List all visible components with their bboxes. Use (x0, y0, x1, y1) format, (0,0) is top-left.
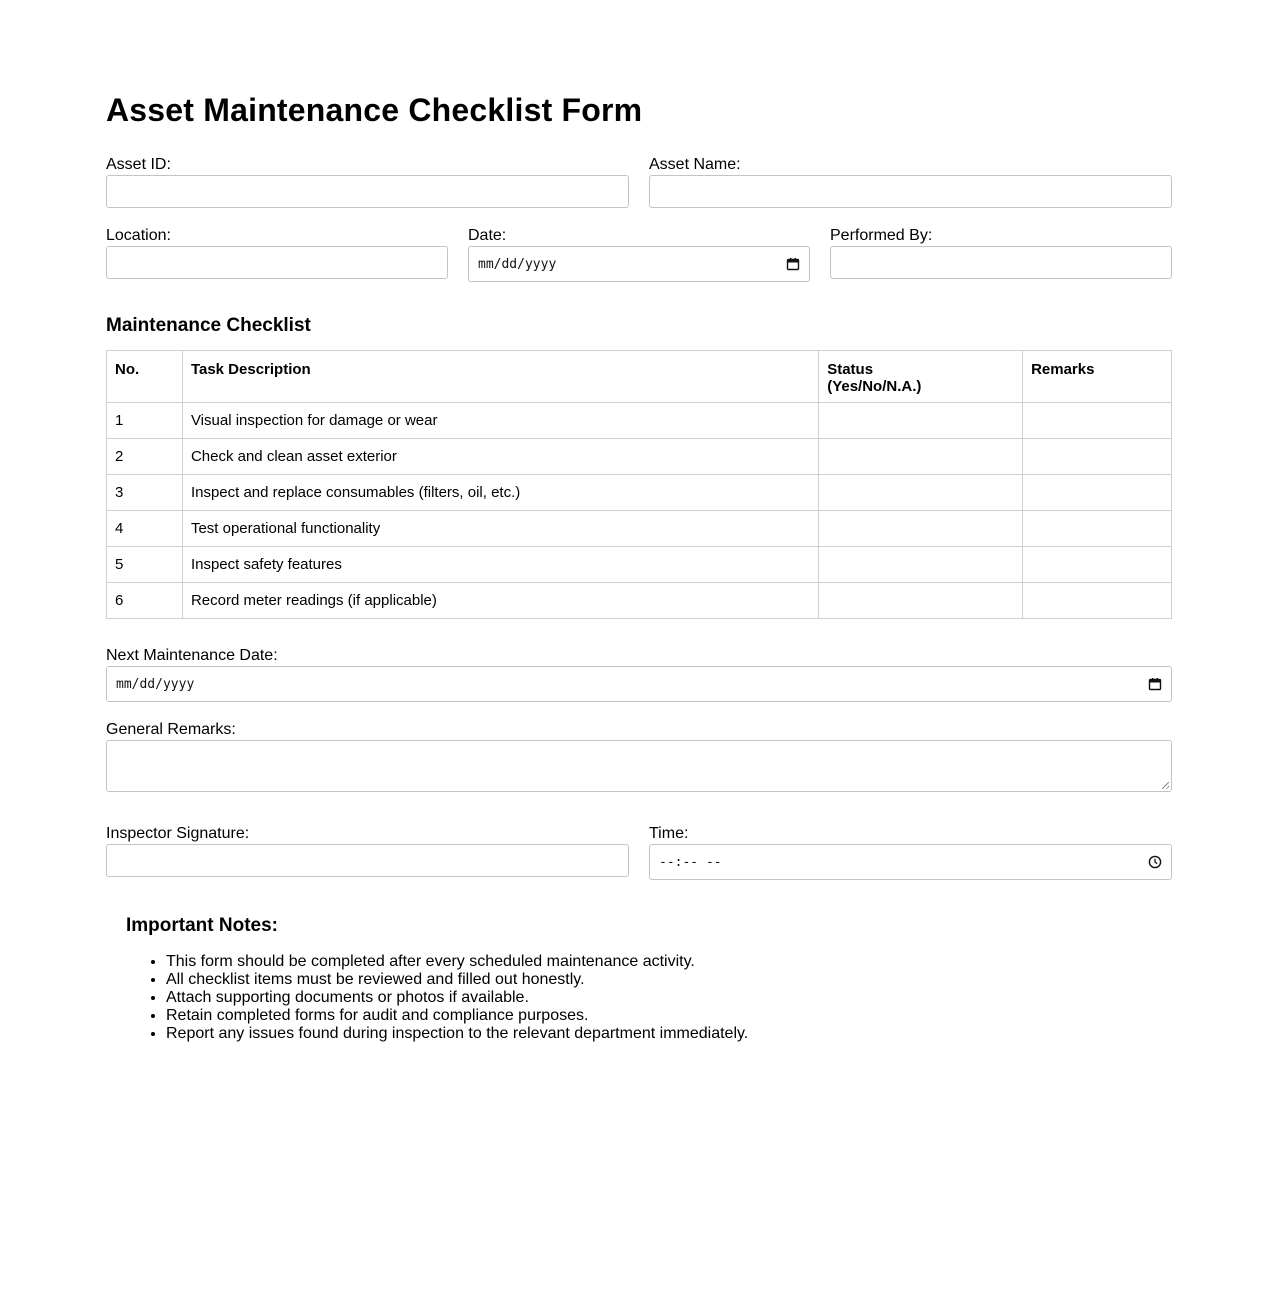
header-status-line2: (Yes/No/N.A.) (827, 378, 922, 395)
row-status-cell[interactable] (819, 475, 1023, 511)
performed-by-input[interactable] (830, 246, 1172, 279)
row-status-cell[interactable] (819, 511, 1023, 547)
performed-by-label: Performed By: (830, 227, 933, 244)
table-row (107, 475, 1172, 511)
location-label: Location: (106, 227, 171, 244)
location-field-group (106, 227, 448, 279)
row-remarks-cell[interactable] (1023, 403, 1172, 439)
row-number: 4 (107, 511, 183, 547)
checklist-table (106, 350, 1172, 619)
row-number: 2 (107, 439, 183, 475)
row-status-cell[interactable] (819, 403, 1023, 439)
important-notes-list (126, 953, 748, 1043)
header-status-line1: Status (827, 361, 874, 378)
inspector-signature-label: Inspector Signature: (106, 825, 250, 842)
row-remarks-cell[interactable] (1023, 511, 1172, 547)
list-item: • All checklist items must be reviewed and filled out honestly. (166, 971, 748, 989)
row-task: Inspect and replace consumables (filters, oil, etc.) (182, 475, 818, 511)
date-input-placeholder: mm/dd/yyyy (478, 256, 557, 272)
next-maintenance-date-input[interactable] (106, 666, 1172, 702)
date-field-group (468, 227, 810, 282)
next-maintenance-field-group (106, 647, 1172, 702)
time-placeholder: --:-- -- (659, 854, 722, 870)
calendar-icon[interactable] (786, 257, 800, 271)
row-status-cell[interactable] (819, 583, 1023, 619)
row-status-cell[interactable] (819, 547, 1023, 583)
row-number: 5 (107, 547, 183, 583)
row-task: Test operational functionality (182, 511, 818, 547)
row-remarks-cell[interactable] (1023, 475, 1172, 511)
row-task: Inspect safety features (182, 547, 818, 583)
inspector-signature-input[interactable] (106, 844, 629, 877)
row-status-cell[interactable] (819, 439, 1023, 475)
general-remarks-label: General Remarks: (106, 721, 236, 738)
location-input[interactable] (106, 246, 448, 279)
checklist-title: Maintenance Checklist (106, 315, 311, 336)
calendar-icon[interactable] (1148, 677, 1162, 691)
asset-name-label: Asset Name: (649, 156, 741, 173)
header-no: No. (107, 351, 183, 403)
table-row (107, 547, 1172, 583)
next-maintenance-placeholder: mm/dd/yyyy (116, 676, 195, 692)
time-label: Time: (649, 825, 689, 842)
row-remarks-cell[interactable] (1023, 547, 1172, 583)
asset-name-input[interactable] (649, 175, 1172, 208)
asset-id-label: Asset ID: (106, 156, 171, 173)
table-row (107, 511, 1172, 547)
header-task-description: Task Description (182, 351, 818, 403)
list-item: • Attach supporting documents or photos if available. (166, 989, 748, 1007)
clock-icon[interactable] (1148, 855, 1162, 869)
asset-id-input[interactable] (106, 175, 629, 208)
time-field-group (649, 825, 1172, 880)
table-row (107, 439, 1172, 475)
table-row (107, 403, 1172, 439)
next-maintenance-label: Next Maintenance Date: (106, 647, 278, 664)
row-task: Visual inspection for damage or wear (182, 403, 818, 439)
page-title: Asset Maintenance Checklist Form (106, 92, 643, 128)
row-remarks-cell[interactable] (1023, 583, 1172, 619)
resize-handle-icon[interactable] (1162, 782, 1169, 789)
checklist-header-row (107, 351, 1172, 403)
time-input[interactable] (649, 844, 1172, 880)
important-notes-title: Important Notes: (126, 915, 278, 936)
table-row (107, 583, 1172, 619)
date-label: Date: (468, 227, 507, 244)
asset-name-field-group (649, 156, 1172, 208)
performed-by-field-group (830, 227, 1172, 279)
row-number: 6 (107, 583, 183, 619)
asset-id-field-group (106, 156, 629, 208)
header-remarks: Remarks (1023, 351, 1172, 403)
list-item: • This form should be completed after every scheduled maintenance activity. (166, 953, 748, 971)
inspector-signature-field-group (106, 825, 629, 877)
header-status (819, 351, 1023, 403)
general-remarks-textarea[interactable] (106, 740, 1172, 792)
row-task: Check and clean asset exterior (182, 439, 818, 475)
date-input[interactable] (468, 246, 810, 282)
list-item: • Retain completed forms for audit and compliance purposes. (166, 1007, 748, 1025)
row-number: 3 (107, 475, 183, 511)
list-item: • Report any issues found during inspection to the relevant department immediately. (166, 1025, 748, 1043)
row-task: Record meter readings (if applicable) (182, 583, 818, 619)
general-remarks-field-group (106, 721, 1172, 792)
row-number: 1 (107, 403, 183, 439)
row-remarks-cell[interactable] (1023, 439, 1172, 475)
